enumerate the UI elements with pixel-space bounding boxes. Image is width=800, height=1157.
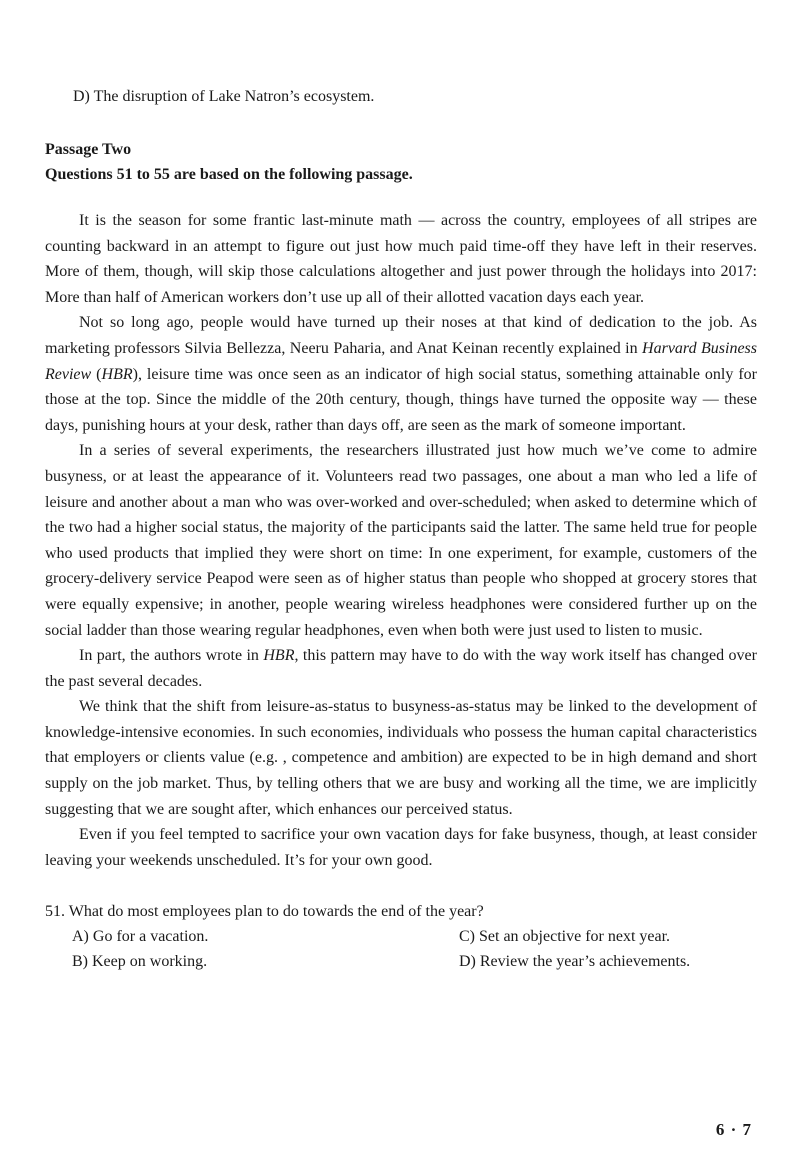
passage-title: Passage Two [45,141,132,158]
passage-paragraph-4 [45,643,757,694]
passage-paragraph-1: It is the season for some frantic last-minute math — across the country, employees of all stripes are counting backward in an attempt to figure out just how much paid time-off they have left in their reserves. More of them, though, will skip those calculations altogether and just power through the holidays into 2017: More than half of American workers don’t use up all of their allotted vacation days each year. [45,212,757,306]
passage-paragraph-6: Even if you feel tempted to sacrifice your own vacation days for fake busyness, though, at least consider leaving your weekends unscheduled. It’s for your own good. [45,826,757,869]
question-51-stem: 51. What do most employees plan to do towards the end of the year? [45,903,484,921]
previous-question-option-d: D) The disruption of Lake Natron’s ecosystem. [73,88,375,105]
paragraph-2-text-end: ), leisure time was once seen as an indicator of high social status, something attainable only for those at the top. Since the middle of the 20th century, though, things have turned the opposite way — these days, punishing hours at your desk, rather than days off, are seen as the mark of someone important. [45,365,758,434]
question-51-option-a: A) Go for a vacation. [72,928,209,946]
paragraph-2-paren: ( [91,365,102,383]
passage-instruction: Questions 51 to 55 are based on the following passage. [45,166,413,183]
question-51-option-b: B) Keep on working. [72,953,208,971]
passage-paragraph-2 [45,310,757,438]
question-51-option-c: C) Set an objective for next year. [459,928,671,946]
journal-title: Harvard Business Review [45,339,757,383]
paragraph-2-text-start: Not so long ago, people would have turned up their noses at that kind of dedication to the job. As marketing professors Silvia Bellezza, Neeru Paharia, and Anat Keinan recently explained in [45,314,757,357]
paragraph-4-text-end: , this pattern may have to do with the way work itself has changed over the past several decades. [45,647,757,690]
passage-paragraph-5: We think that the shift from leisure-as-status to busyness-as-status may be linked to the development of knowledge-intensive economies. In such economies, individuals who possess the human capital characteristics that employers or clients value (e.g. , competence and ambition) are expected to be in high demand and short supply on the job market. Thus, by telling others that we are busy and working all the time, we are implicitly suggesting that we are sought after, which enhances our perceived status. [45,698,757,818]
page-number: 6 · 7 [715,1120,752,1139]
section-header [45,137,757,187]
journal-abbreviation: HBR [101,365,133,383]
passage-paragraph-3: In a series of several experiments, the researchers illustrated just how much we’ve come to admire busyness, or at least the appearance of it. Volunteers read two passages, one about a man who led a life of leisure and another about a man who was over-worked and over-scheduled; when asked to determine which of the two had a higher social status, the majority of the participants said the latter. The same held true for people who used products that implied they were short on time: In one experiment, for example, customers of the grocery-delivery service Peapod were seen as of higher status than people who shopped at grocery stores that were equally expensive; in another, people wearing wireless headphones were considered further up on the social ladder than those wearing regular headphones, even when both were just used to listen to music. [45,442,757,639]
question-51-option-d: D) Review the year’s achievements. [459,953,691,971]
exam-page [45,86,757,974]
passage-body [45,208,757,873]
paragraph-4-text-start: In part, the authors wrote in [79,647,264,665]
question-51-options [72,924,757,974]
journal-abbreviation: HBR [263,647,295,665]
